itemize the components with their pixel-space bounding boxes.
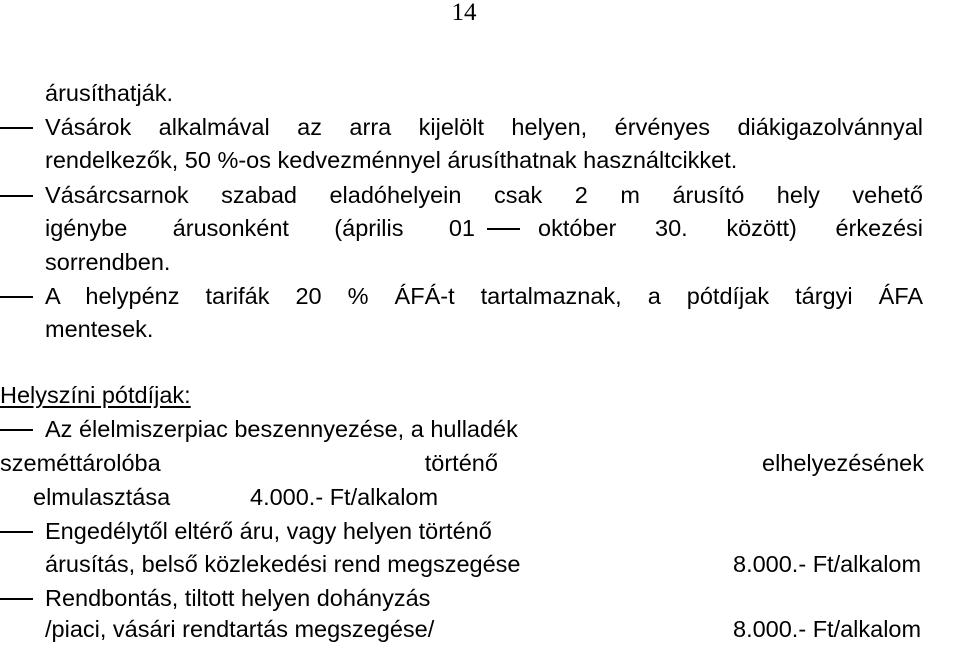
text-line	[0, 312, 960, 346]
list-item-text: október 30. között) érkezési	[538, 215, 923, 241]
list-item-text: Vásárok alkalmával az arra kijelölt helyen, érvényes diákigazolvánnyal	[45, 114, 923, 140]
text-line	[0, 547, 960, 581]
fee-item	[0, 412, 960, 446]
fee-description: szeméttárolóba történő elhelyezésének	[0, 450, 924, 476]
dash-bullet	[0, 195, 33, 197]
fee-description: Az élelmiszerpiac beszennyezése, a hulladék	[45, 416, 518, 442]
text-line	[0, 446, 960, 480]
list-item-text: sorrendben.	[45, 249, 171, 275]
fee-description: Engedélytől eltérő áru, vagy helyen történő	[45, 518, 492, 544]
dash-bullet	[0, 598, 33, 600]
dash-bullet	[0, 296, 33, 298]
fee-description: /piaci, vásári rendtartás megszegése/	[45, 616, 435, 642]
list-item	[0, 178, 960, 212]
list-item-text: rendelkezők, 50 %-os kedvezménnyel árusíthatnak használtcikket.	[45, 147, 738, 173]
page-number: 14	[451, 0, 477, 26]
list-item-text: Vásárcsarnok szabad eladóhelyein csak 2 m árusító hely vehető	[45, 182, 923, 208]
text-line	[0, 76, 960, 110]
list-item-text: mentesek.	[45, 316, 154, 342]
list-item	[0, 279, 960, 313]
fee-item	[0, 514, 960, 548]
fee-price: 4.000.- Ft/alkalom	[250, 484, 439, 510]
text-line	[0, 480, 960, 514]
dash-bullet	[0, 531, 33, 533]
fee-description: Rendbontás, tiltott helyen dohányzás	[45, 585, 431, 611]
text-line	[0, 211, 960, 245]
text-line	[0, 143, 960, 177]
list-item-text: A helypénz tarifák 20 % ÁFÁ-t tartalmaznak, a pótdíjak tárgyi ÁFA	[45, 283, 923, 309]
section-heading: Helyszíni pótdíjak:	[0, 382, 191, 408]
fee-item	[0, 581, 960, 615]
paragraph-text: árusíthatják.	[45, 80, 174, 106]
section-heading-row	[0, 378, 960, 412]
text-line	[0, 245, 960, 279]
dash-separator	[487, 228, 520, 230]
dash-bullet	[0, 127, 33, 129]
list-item	[0, 110, 960, 144]
fee-price: 8.000.- Ft/alkalom	[733, 551, 922, 577]
text-line	[0, 612, 960, 646]
dash-bullet	[0, 429, 33, 431]
fee-description: elmulasztása	[33, 484, 171, 510]
fee-price: 8.000.- Ft/alkalom	[733, 616, 922, 642]
fee-description: árusítás, belső közlekedési rend megszegése	[45, 551, 521, 577]
list-item-text: igénybe árusonként (április 01	[45, 215, 475, 241]
